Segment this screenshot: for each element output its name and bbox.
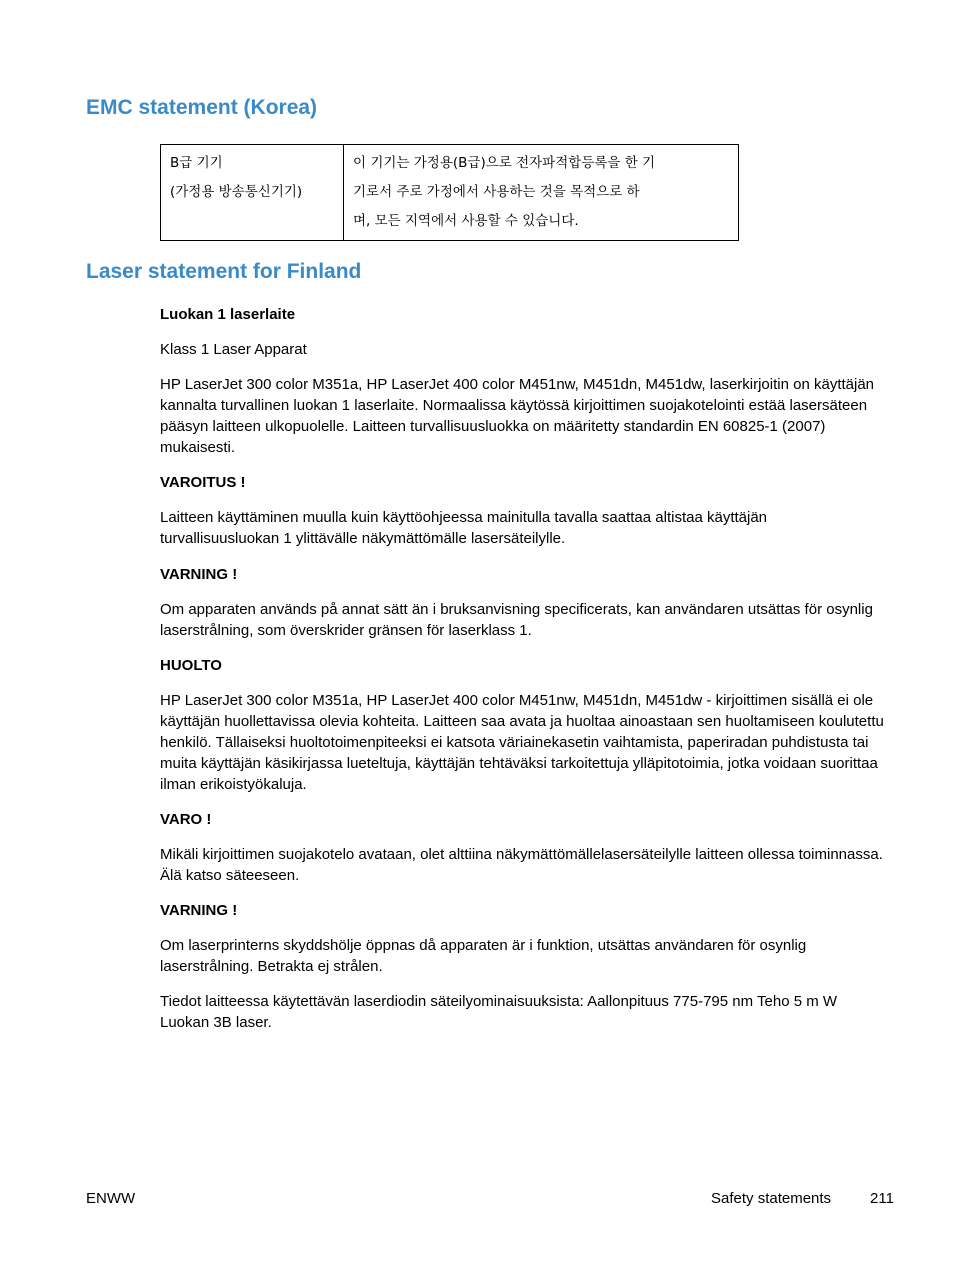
footer-section-name: Safety statements — [711, 1190, 832, 1207]
device-class-line: B급 기기 — [170, 155, 223, 171]
subheading: VARNING ! — [160, 566, 238, 583]
device-class-line: (가정용 방송통신기기) — [170, 184, 303, 200]
footer-doc-code: ENWW — [86, 1190, 136, 1207]
subheading: Luokan 1 laserlaite — [160, 306, 296, 323]
description-line: 이 기기는 가정용(B급)으로 전자파적합등록을 한 기 — [353, 155, 656, 171]
paragraph: Mikäli kirjoittimen suojakotelo avataan, olet alttiina näkymättömällelasersäteilylle laitteen ollessa toiminnassa. Älä katso säteeseen. — [160, 846, 883, 884]
device-description-cell — [344, 145, 739, 241]
paragraph: Laitteen käyttäminen muulla kuin käyttöohjeessa mainitulla tavalla saattaa altistaa käyttäjän turvallisuusluokan 1 ylittävälle näkymättömälle lasersäteilylle. — [160, 509, 768, 547]
subheading: VAROITUS ! — [160, 474, 246, 491]
description-line: 며, 모든 지역에서 사용할 수 있습니다. — [353, 213, 579, 229]
description-line: 기로서 주로 가정에서 사용하는 것을 목적으로 하 — [353, 184, 640, 200]
subheading: VARNING ! — [160, 902, 238, 919]
device-class-cell — [161, 145, 344, 241]
paragraph: Om apparaten används på annat sätt än i bruksanvisning specificerats, kan användaren utsättas för osynlig laserstrålning, som överskrider gränsen för laserklass 1. — [160, 601, 873, 639]
emc-section-title: EMC statement (Korea) — [86, 96, 318, 119]
laser-section-title: Laser statement for Finland — [86, 260, 362, 283]
table-row — [161, 145, 739, 241]
subheading: VARO ! — [160, 811, 212, 828]
paragraph: HP LaserJet 300 color M351a, HP LaserJet 400 color M451nw, M451dn, M451dw - kirjoittimen sisällä ei ole käyttäjän huollettavissa olevia kohteita. Laitteen saa avata ja huoltaa ainoastaan sen huoltamiseen koulutettu henkilö. Tällaiseksi huoltotoimenpiteeksi ei katsota väriainekasetin vaihtamista, paperiradan puhdistusta tai muita käyttäjän käsikirjassa lueteltuja, käyttäjän tehtäväksi tarkoitettuja ylläpitotoimia, jotka voidaan suorittaa ilman erikoistyökaluja. — [160, 692, 884, 793]
paragraph: Klass 1 Laser Apparat — [160, 341, 307, 358]
page-number: 211 — [870, 1190, 894, 1207]
paragraph: HP LaserJet 300 color M351a, HP LaserJet 400 color M451nw, M451dn, M451dw, laserkirjoitin on käyttäjän kannalta turvallinen luokan 1 laserlaite. Normaalissa käytössä kirjoittimen suojakotelointi estää lasersäteen pääsyn laitteen ulkopuolelle. Laitteen turvallisuusluokka on määritetty standardin EN 60825-1 (2007) mukaisesti. — [160, 376, 875, 456]
paragraph: Om laserprinterns skyddshölje öppnas då apparaten är i funktion, utsättas användaren för osynlig laserstrålning. Betrakta ej strålen. — [160, 937, 807, 975]
paragraph: Tiedot laitteessa käytettävän laserdiodin säteilyominaisuuksista: Aallonpituus 775-795 nm Teho 5 m W Luokan 3B laser. — [160, 993, 838, 1031]
korea-emc-table — [160, 144, 739, 241]
subheading: HUOLTO — [160, 657, 222, 674]
